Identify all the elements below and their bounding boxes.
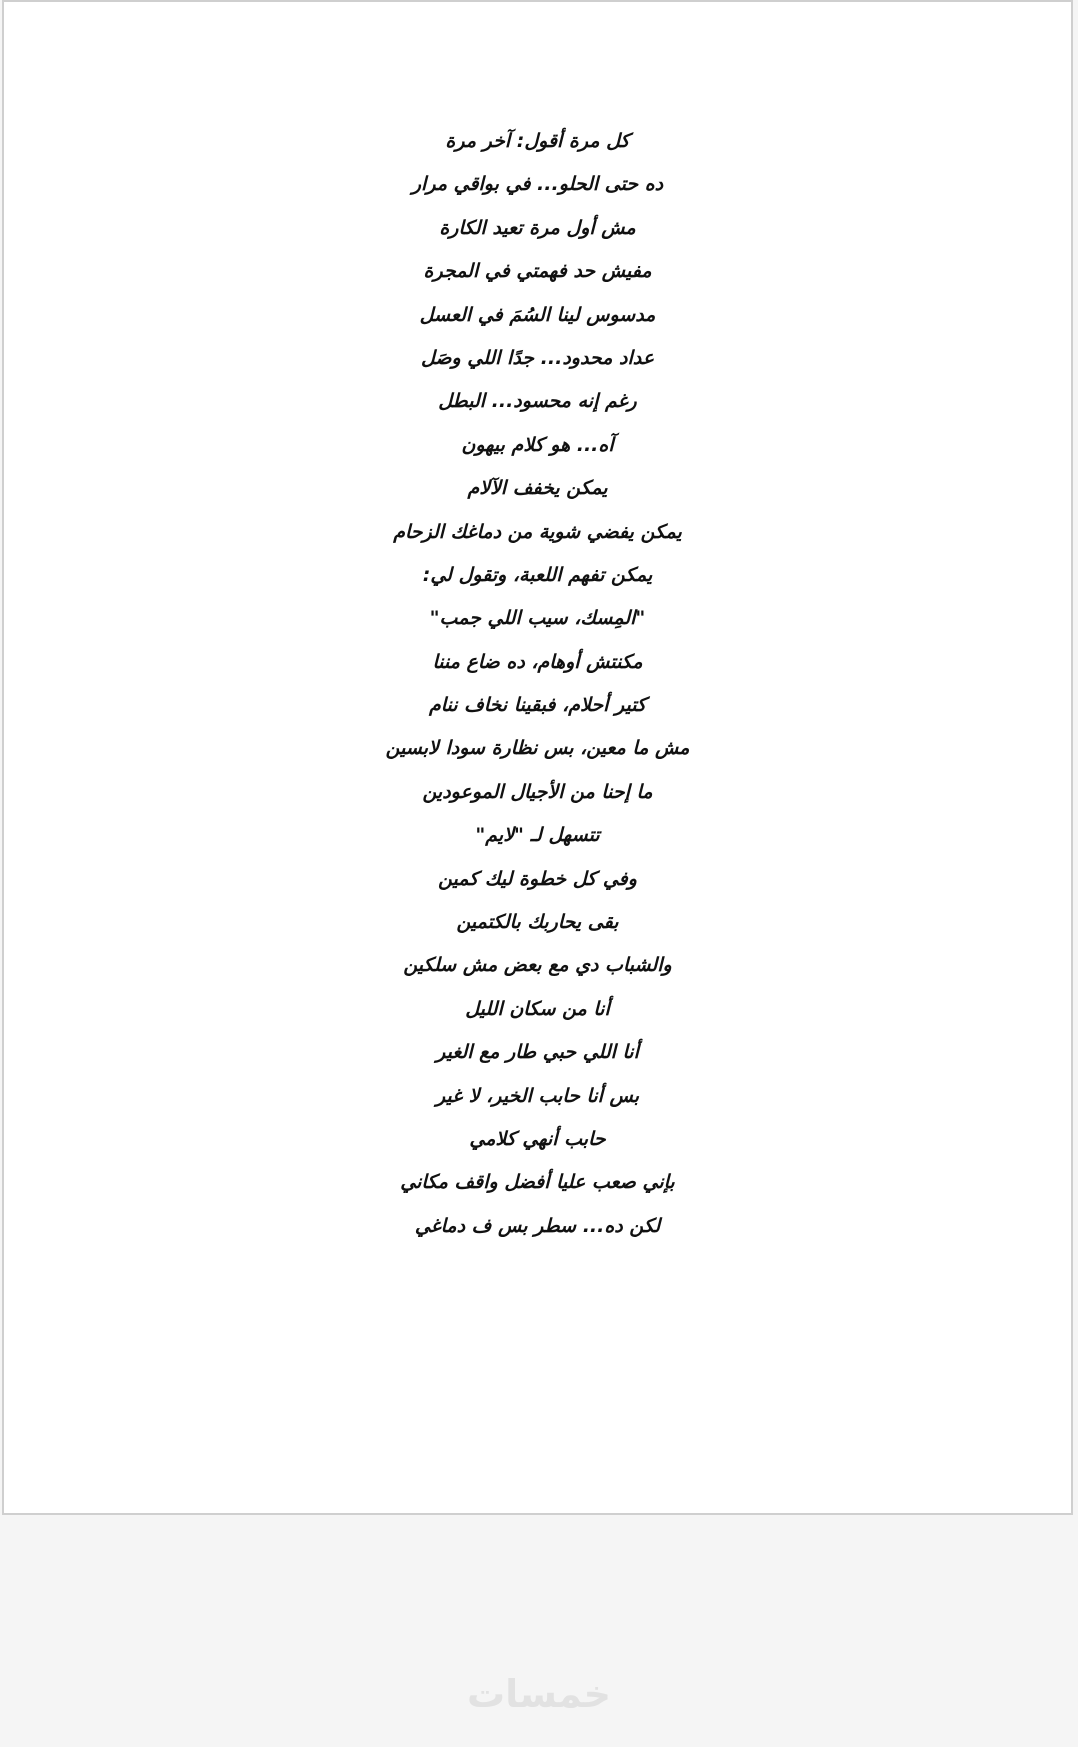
poem-line: مكنتش أوهام، ده ضاع مننا [432,650,643,673]
poem-line: تتسهل لـ "لايم" [475,824,600,847]
poem-line: رغم إنه محسود... البطل [438,390,637,413]
document-page [2,0,1073,1515]
poem-line: وفي كل خطوة ليك كمين [438,867,637,890]
poem-line: يمكن يفضي شوية من دماغك الزحام [393,520,682,543]
poem-line: يمكن تفهم اللعبة، وتقول لي: [422,563,653,586]
poem-text [4,120,1071,1248]
poem-line: ده حتى الحلو... في بواقي مرار [411,173,664,196]
poem-line: مش أول مرة تعيد الكارة [439,216,636,239]
poem-line: آه... هو كلام بيهون [461,433,614,456]
poem-line: عداد محدود... جدًا اللي وصَل [420,346,655,369]
poem-line: أنا اللي حبي طار مع الغير [436,1041,639,1064]
poem-line: حابب أنهي كلامي [469,1127,606,1150]
poem-line: ما إحنا من الأجيال الموعودين [422,780,653,803]
poem-line: أنا من سكان الليل [465,997,610,1020]
poem-line: بقى يحاربك بالكتمين [456,911,619,934]
poem-line: لكن ده... سطر بس ف دماغي [414,1214,661,1237]
poem-line: بس أنا حابب الخير، لا غير [435,1084,640,1107]
poem-line: "المِسك، سيب اللي جمب" [429,607,646,630]
poem-line: مش ما معين، بس نظارة سودا لابسين [385,737,690,760]
khamsat-watermark-logo: خمسات [467,1672,611,1716]
poem-line: مدسوس لينا السُمَ في العسل [419,303,656,326]
poem-line: يمكن يخفف الآلام [467,477,608,500]
poem-line: بإني صعب عليا أفضل واقف مكاني [400,1171,675,1194]
poem-line: كتير أحلام، فبقينا نخاف ننام [428,694,646,717]
poem-line: كل مرة أقول: آخر مرة [445,130,630,152]
poem-line: مفيش حد فهمتي في المجرة [423,260,652,283]
poem-line: والشباب دي مع بعض مش سلكين [403,954,672,977]
